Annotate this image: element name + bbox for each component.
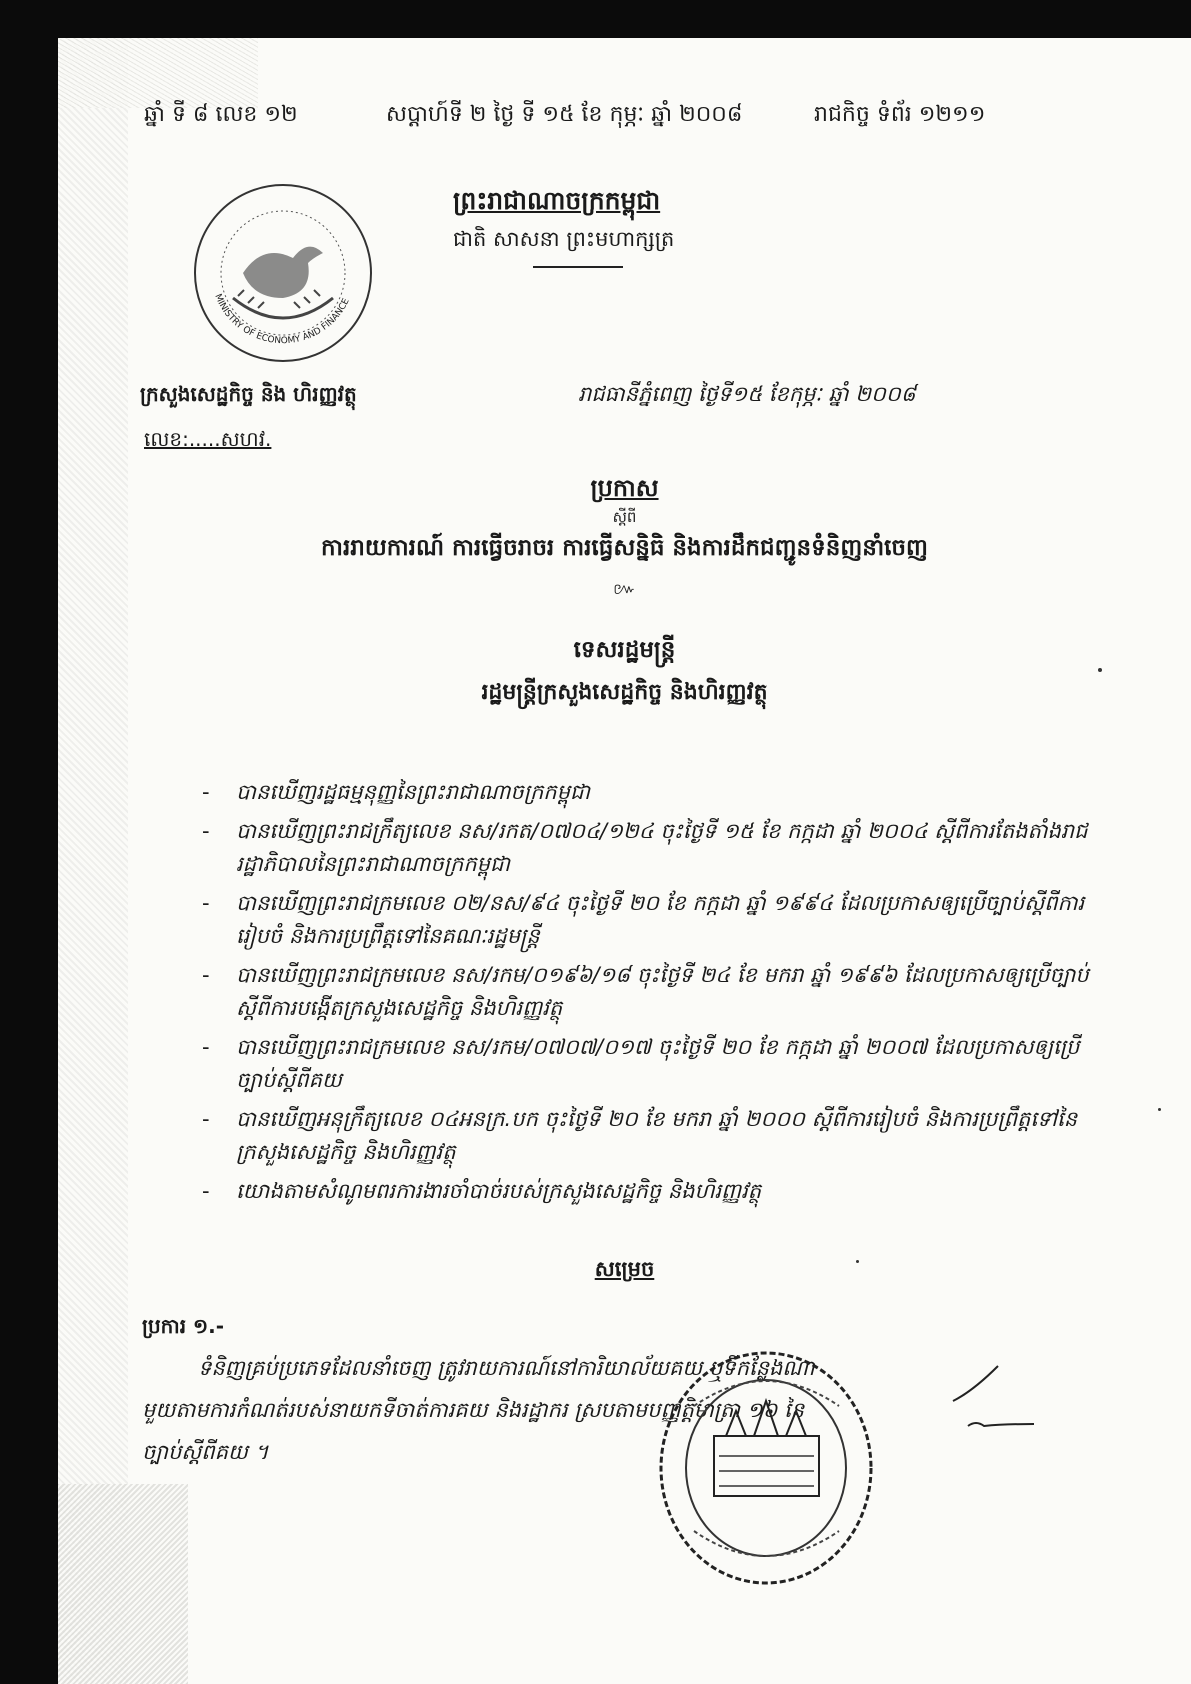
scan-speck [1158, 1108, 1161, 1111]
scan-noise-left [58, 38, 128, 1684]
consideration-item: - បានឃើញព្រះរាជក្រឹត្យលេខ នស/រកត/០៧០៤/១២៤ ចុះថ្ងៃទី ១៥ ខែ កក្កដា ឆ្នាំ ២០០៤ ស្តីពីការតែងតាំងរាជរដ្ឋាភិបាលនៃព្រះរាជាណាចក្រកម្ពុជា [206, 815, 1106, 881]
signature-mark [938, 1356, 1048, 1436]
consideration-item: - បានឃើញអនុក្រឹត្យលេខ ០៤អនក្រ.បក ចុះថ្ងៃទី ២០ ខែ មករា ឆ្នាំ ២០០០ ស្តីពីការរៀបចំ និងការប្រព្រឹត្តទៅនៃក្រសួងសេដ្ឋកិច្ច និងហិរញ្ញវត្ថុ [206, 1103, 1106, 1169]
scan-noise-top [58, 38, 258, 108]
title-ornament: ៚ [613, 579, 636, 598]
motto-divider [533, 266, 623, 268]
prakas-title: ប្រកាស [590, 474, 659, 502]
consideration-item: - បានឃើញព្រះរាជក្រមលេខ នស/រកម/០៧០៧/០១៧ ចុះថ្ងៃទី ២០ ខែ កក្កដា ឆ្នាំ ២០០៧ ដែលប្រកាសឲ្យប្រើច្បាប់ស្តីពីគយ [206, 1031, 1106, 1097]
logo-english-text: MINISTRY OF ECONOMY AND FINANCE [212, 292, 352, 347]
minister-title: ទេសរដ្ឋមន្ត្រី [573, 637, 676, 663]
ministry-name: ក្រសួងសេដ្ឋកិច្ច និង ហិរញ្ញវត្ថុ [140, 382, 357, 406]
regarding-label: ស្តីពី [612, 508, 637, 526]
consideration-item: - បានឃើញរដ្ឋធម្មនុញ្ញនៃព្រះរាជាណាចក្រកម្ពុជា [206, 776, 1106, 809]
reference-number: លេខ:.....សហវ. [144, 427, 272, 451]
scan-speck [1098, 668, 1102, 672]
article-text-line2: មួយតាមការកំណត់របស់នាយកទីចាត់ការគយ និងរដ្ឋាករ ស្របតាមបញ្ញត្តិមាត្រា ១៦ នៃ [142, 1398, 805, 1422]
consideration-item: - បានឃើញព្រះរាជក្រមលេខ ០២/នស/៩៤ ចុះថ្ងៃទី ២០ ខែ កក្កដា ឆ្នាំ ១៩៩៤ ដែលប្រកាសឲ្យប្រើច្បាប់ស្តីពីការរៀបចំ និងការប្រព្រឹត្តទៅនៃគណៈរដ្ឋមន្ត្រី [206, 887, 1106, 953]
gazette-issue: ឆ្នាំ ទី ៨ លេខ ១២ [144, 102, 298, 127]
article-text-line1: ទំនិញគ្រប់ប្រភេទដែលនាំចេញ ត្រូវរាយការណ៍នៅការិយាល័យគយ ឬទីកន្លែងណា [198, 1356, 815, 1380]
considerations-list [206, 776, 1106, 1214]
document-page [58, 38, 1191, 1684]
consideration-item: - បានឃើញព្រះរាជក្រមលេខ នស/រកម/០១៩៦/១៨ ចុះថ្ងៃទី ២៤ ខែ មករា ឆ្នាំ ១៩៩៦ ដែលប្រកាសឲ្យប្រើច្បាប់ស្តីពីការបង្កើតក្រសួងសេដ្ឋកិច្ច និងហិរញ្ញវត្ថុ [206, 959, 1106, 1025]
official-seal [654, 1346, 879, 1591]
gazette-page: រាជកិច្ច ទំព័រ ១២១១ [814, 102, 986, 127]
gazette-week-date: សប្តាហ៍ទី ២ ថ្ងៃ ទី ១៥ ខែ កុម្ភៈ ឆ្នាំ ២០០៨ [386, 102, 743, 127]
ministry-logo [188, 178, 378, 368]
decision-heading: សម្រេច [594, 1257, 655, 1281]
place-and-date: រាជធានីភ្នំពេញ ថ្ងៃទី១៥ ខែកុម្ភៈ ឆ្នាំ ២០០៨ [578, 382, 916, 406]
kingdom-motto: ជាតិ សាសនា ព្រះមហាក្សត្រ [453, 227, 675, 251]
kingdom-title: ព្រះរាជាណាចក្រកម្ពុជា [453, 186, 661, 215]
article-text-line3: ច្បាប់ស្តីពីគយ ។ [142, 1440, 269, 1464]
minister-portfolio: រដ្ឋមន្ត្រីក្រសួងសេដ្ឋកិច្ច និងហិរញ្ញវត្ថុ [481, 680, 768, 705]
prakas-subject: ការរាយការណ៍ ការធ្វើចរាចរ ការធ្វើសន្និធិ និងការដឹកជញ្ជូនទំនិញនាំចេញ [321, 535, 928, 561]
article-heading: ប្រការ ១.- [142, 1314, 225, 1338]
scan-speck [856, 1260, 859, 1263]
scan-noise-bottom [58, 1484, 188, 1684]
consideration-item: - យោងតាមសំណូមពរការងារចាំបាច់របស់ក្រសួងសេដ្ឋកិច្ច និងហិរញ្ញវត្ថុ [206, 1175, 1106, 1208]
